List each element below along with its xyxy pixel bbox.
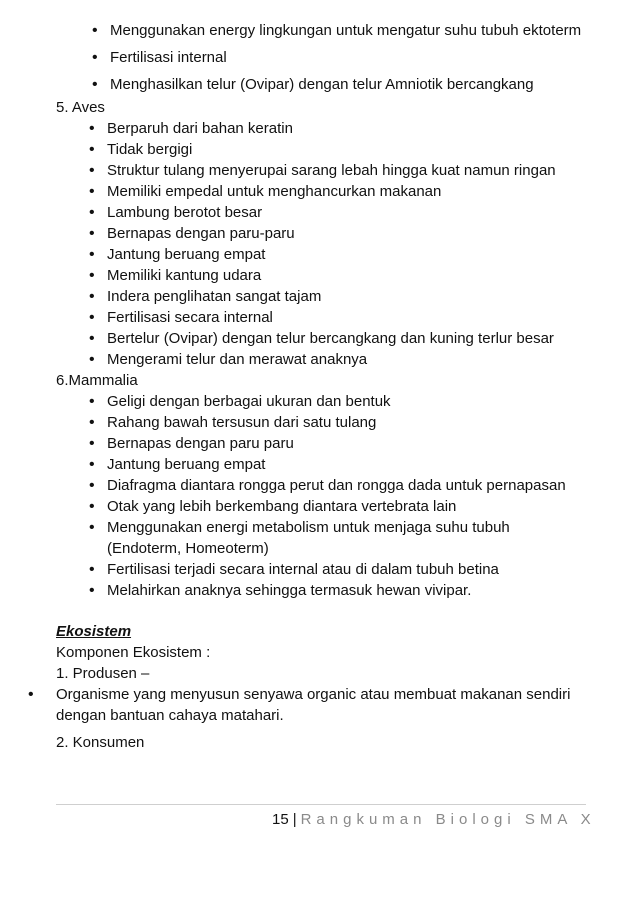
mammalia-trait-list [83, 391, 586, 601]
page-content [56, 20, 586, 753]
list-item: • Rahang bawah tersusun dari satu tulang [83, 412, 586, 433]
section-spacer [56, 601, 586, 621]
page-footer [272, 810, 596, 830]
list-item: • Indera penglihatan sangat tajam [83, 286, 586, 307]
list-item: • Tidak bergigi [83, 139, 586, 160]
list-item: • Geligi dengan berbagai ukuran dan bentuk [83, 391, 586, 412]
ekosistem-title: Ekosistem [56, 623, 132, 640]
aves-heading: 5. Aves [56, 99, 105, 116]
list-item: • Fertilisasi terjadi secara internal atau di dalam tubuh betina [83, 559, 586, 580]
page-number: 15 [272, 811, 289, 828]
list-item: • Fertilisasi secara internal [83, 307, 586, 328]
list-item: • Memiliki empedal untuk menghancurkan makanan [83, 181, 586, 202]
list-item: • Menggunakan energi metabolism untuk menjaga suhu tubuh (Endoterm, Homeoterm) [83, 517, 586, 559]
list-item: • Fertilisasi internal [86, 47, 586, 68]
list-item: • Melahirkan anaknya sehingga termasuk hewan vivipar. [83, 580, 586, 601]
footer-separator: | [292, 811, 297, 828]
list-item: • Menghasilkan telur (Ovipar) dengan telur Amniotik bercangkang [86, 74, 586, 95]
list-item: • Struktur tulang menyerupai sarang lebah hingga kuat namun ringan [83, 160, 586, 181]
list-item: • Mengerami telur dan merawat anaknya [83, 349, 586, 370]
list-item: • Bernapas dengan paru paru [83, 433, 586, 454]
list-item: • Bertelur (Ovipar) dengan telur bercangkang dan kuning terlur besar [83, 328, 586, 349]
list-item: • Diafragma diantara rongga perut dan rongga dada untuk pernapasan [83, 475, 586, 496]
produsen-description: • Organisme yang menyusun senyawa organic atau membuat makanan sendiri dengan bantuan cahaya matahari. [56, 684, 586, 726]
list-item: • Memiliki kantung udara [83, 265, 586, 286]
footer-divider [56, 804, 586, 805]
list-item: • Jantung beruang empat [83, 244, 586, 265]
produsen-heading: 1. Produsen – [56, 665, 150, 682]
list-item: • Lambung berotot besar [83, 202, 586, 223]
aves-trait-list [83, 118, 586, 370]
mammalia-heading: 6.Mammalia [56, 372, 138, 389]
running-title: Rangkuman Biologi SMA X [300, 811, 596, 828]
list-item: • Berparuh dari bahan keratin [83, 118, 586, 139]
reptilia-trait-list [86, 20, 586, 95]
list-item: • Otak yang lebih berkembang diantara vertebrata lain [83, 496, 586, 517]
list-item: • Bernapas dengan paru-paru [83, 223, 586, 244]
komponen-ekosistem-label: Komponen Ekosistem : [56, 644, 211, 661]
list-item: • Jantung beruang empat [83, 454, 586, 475]
list-item: • Menggunakan energy lingkungan untuk mengatur suhu tubuh ektoterm [86, 20, 586, 41]
konsumen-heading: 2. Konsumen [56, 734, 145, 751]
